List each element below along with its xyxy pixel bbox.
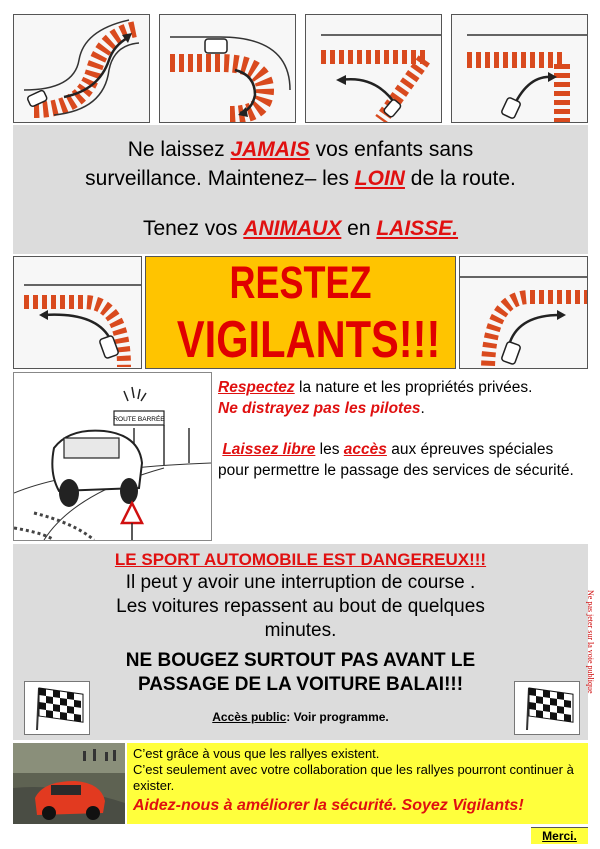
danger-title: LE SPORT AUTOMOBILE EST DANGEREUX!!!: [114, 550, 487, 569]
checkered-flag-left-icon: [24, 681, 90, 735]
road-diagram-4: [451, 14, 588, 123]
merci-label: Merci.: [531, 827, 588, 844]
public-access-text: Accès public: Voir programme.: [212, 710, 389, 724]
free-access-text: Laissez libre les accès aux épreuves spéciales pour permettre le passage des services de sécurité.: [218, 441, 574, 479]
footer-message: C’est grâce à vous que les rallyes existent. C’est seulement avec votre collaboration que les rallyes pourront continuer à exister. Aidez-nous à améliorer la sécurité. Soyez Vigilants!: [127, 743, 588, 824]
road-diagram-left: [13, 256, 142, 369]
road-diagram-right: [459, 256, 588, 369]
sign-text: ROUTE BARRÉE: [113, 416, 165, 423]
banner-line-1: RESTEZ: [229, 257, 372, 308]
restez-vigilants-banner: [145, 256, 456, 369]
children-text: Ne laissez JAMAIS vos enfants sans surveillance. Maintenez– les LOIN de la route. Tenez vos ANIMAUX en LAISSE.: [85, 138, 516, 240]
banner-line-2: VIGILANTS!!!: [176, 311, 441, 369]
rally-car-photo: [13, 743, 125, 824]
road-diagram-3: [305, 14, 442, 123]
respect-nature-text: Respectez la nature et les propriétés privées.: [218, 379, 533, 396]
road-diagram-2: [159, 14, 296, 123]
danger-block: [13, 544, 588, 740]
no-distract-text: Ne distrayez pas les pilotes.: [218, 400, 425, 417]
road-diagram-1: [13, 14, 150, 123]
respect-text-block: [214, 372, 588, 541]
checkered-flag-right-icon: [514, 681, 580, 735]
interruption-text: Il peut y avoir une interruption de course . Les voitures repassent au bout de quelques minutes.: [116, 572, 485, 641]
rally-car-sketch: [13, 372, 212, 541]
improve-safety-text: Aidez-nous à améliorer la sécurité. Soyez Vigilants!: [133, 797, 524, 814]
warning-block-children: [13, 125, 588, 254]
side-note: Ne pas jeter sur la voie publique: [586, 590, 595, 694]
do-not-move-text: NE BOUGEZ SURTOUT PAS AVANT LE PASSAGE DE LA VOITURE BALAI!!!: [125, 650, 476, 695]
